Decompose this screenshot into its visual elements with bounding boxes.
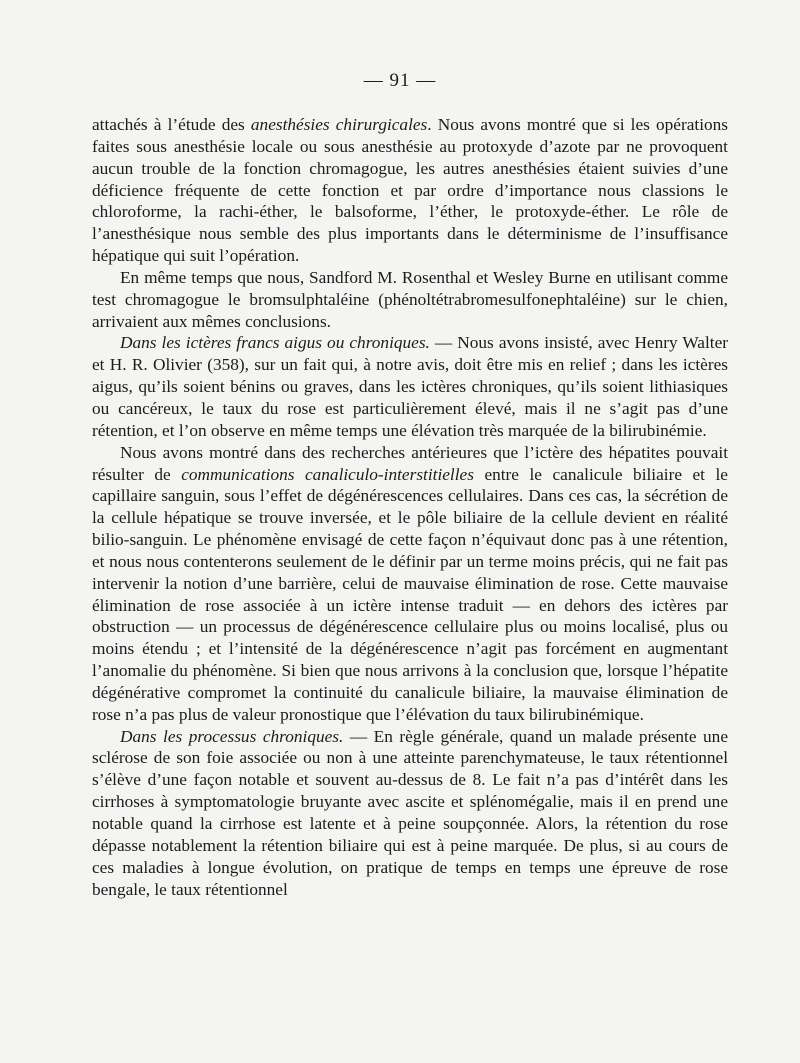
body-text (92, 114, 728, 900)
text-run: entre le canalicule biliaire et le capillaire sanguin, sous l’effet de dégénérescences cellulaires. Dans ces cas, la sécrétion de la cellule hépatique se trouve inversée, et le pôle biliaire de la cellule devient en réalité bilio-sanguin. Le phénomène envisagé de cette façon n’équivaut donc pas à une rétention, et nous nous contenterons seulement de le définir par un terme moins précis, qui ne fait pas intervenir la notion d’une barrière, celui de mauvaise élimination de rose. Cette mauvaise élimination de rose associée à un ictère intense traduit — en dehors des ictères par obstruction — un processus de dégénérescence cellulaire plus ou moins localisé, plus ou moins étendu ; et l’intensité de la dégénérescence n’agit pas forcément en augmentant l’anomalie du phénomène. Si bien que nous arrivons à la conclusion que, lorsque l’hépatite dégénérative compromet la continuité du canalicule biliaire, la mauvaise élimination de rose n’a pas plus de valeur pronostique que l’élévation du taux bilirubinémique. (92, 464, 728, 724)
text-run: Nous avons montré dans des recherches antérieures que l’ictère des hépatites pouvait résulter de (92, 442, 728, 484)
italic-term: anesthésies chirurgicales (250, 115, 428, 134)
text-run: attachés à l’étude des (92, 115, 251, 134)
paragraph-anesthesia (92, 114, 728, 267)
italic-term: communications canaliculo-interstitielles (181, 464, 474, 484)
text-run: En même temps que nous, Sandford M. Rosenthal et Wesley Burne en utilisant comme test chromagogue le bromsulphtaléine (phénoltétrabromesulfonephtaléine) sur le chien, arrivaient aux mêmes conclusions. (92, 267, 728, 331)
paragraph-processus-chroniques (92, 726, 728, 901)
paragraph-icteres-francs (92, 332, 728, 441)
paragraph-hepatites (92, 442, 728, 726)
section-heading-icteres: Dans les ictères francs aigus ou chroniques. (120, 333, 430, 353)
text-run: . Nous avons montré que si les opérations faites sous anesthésie locale ou sous anesthésie au protoxyde d’azote par ne provoquent aucun trouble de la fonction chromagogue, les autres anesthésies étaient suivies d’une déficience fréquente de cette fonction et par ordre d’importance nous classions le chloroforme, la rachi-éther, le balsoforme, l’éther, le protoxyde-éther. Le rôle de l’anesthésique nous semble des plus importants dans le déterminisme de l’insuffisance hépatique qui suit l’opération. (92, 115, 728, 266)
paragraph-rosenthal (92, 267, 728, 333)
section-heading-chroniques: Dans les processus chroniques. (120, 726, 344, 746)
page-number: — 91 — (363, 70, 437, 91)
text-run: — Nous avons insisté, avec Henry Walter et H. R. Olivier (358), sur un fait qui, à notre avis, doit être mis en relief ; dans les ictères aigus, qu’ils soient bénins ou graves, dans les ictères chroniques, qu’ils soient lithiasiques ou cancéreux, le taux du rose est particulièrement élevé, mais il ne s’agit pas d’une rétention, et l’on observe en même temps une élévation très marquée de la bilirubinémie. (92, 333, 729, 440)
text-run: — En règle générale, quand un malade présente une sclérose de son foie associée ou non à une atteinte parenchymateuse, le taux rétentionnel s’élève d’une façon notable et souvent au-dessus de 8. Le fait n’a pas d’intérêt dans les cirrhoses à symptomatologie bruyante avec ascite et splénomégalie, mais il en prend une notable quand la cirrhose est latente et à peine soupçonnée. Alors, la rétention du rose dépasse notablement la rétention biliaire qui est à peine marquée. De plus, si au cours de ces maladies à longue évolution, on pratique de temps en temps une épreuve de rose bengale, le taux rétentionnel (92, 726, 728, 899)
